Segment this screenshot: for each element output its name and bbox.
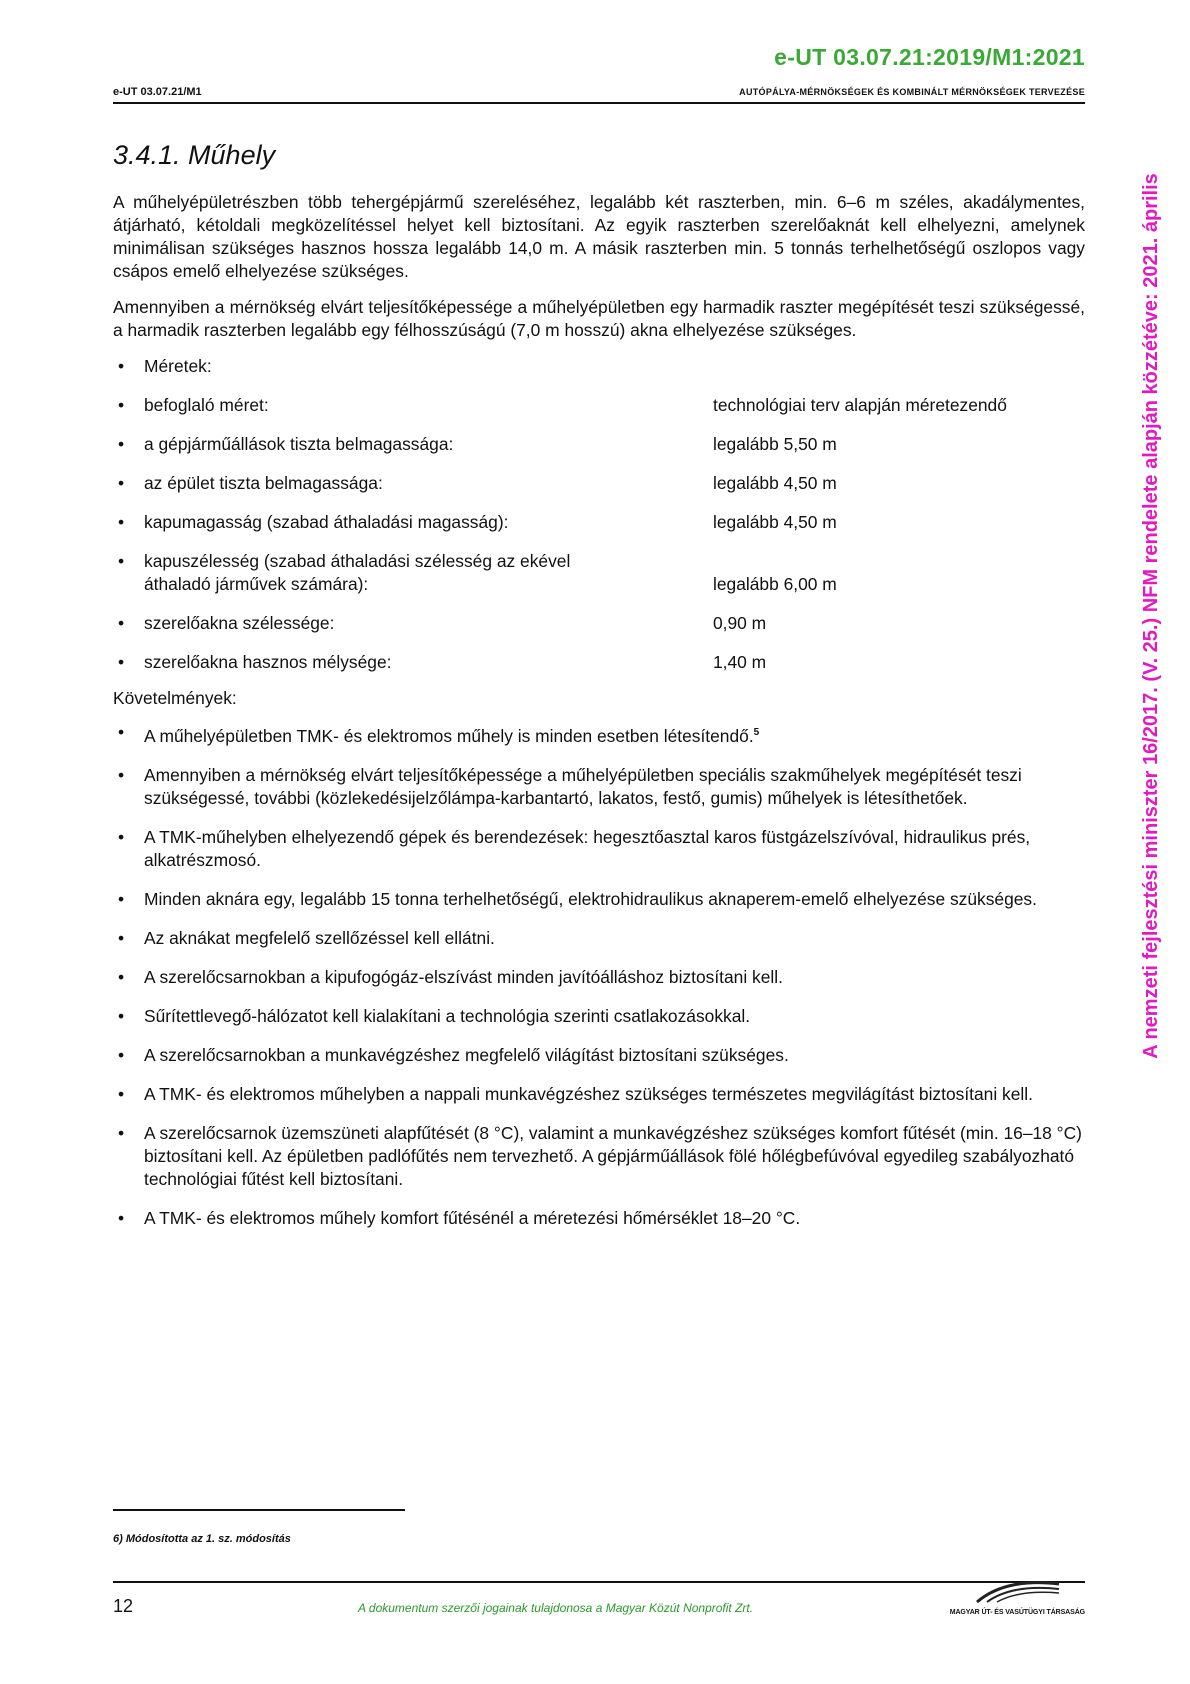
requirements-list <box>113 721 1085 1230</box>
list-item <box>113 764 1085 810</box>
paragraph: A műhelyépületrészben több tehergépjármű szereléséhez, legalább két raszterben, min. 6–6 m széles, akadálymentes, átjárható, kétoldali megközelítéssel helyet kell biztosítani. Az egyik raszterben szerelőaknát kell elhelyezni, amelynek minimálisan szükséges hasznos hossza legalább 14,0 m. A másik raszterben min. 5 tonnás terhelhetőségű oszlopos vagy csápos emelő elhelyezése szükséges. <box>113 192 1085 281</box>
dimension-label: a gépjárműállások tiszta belmagassága: <box>144 434 454 454</box>
footnote-text: 6) Módosította az 1. sz. módosítás <box>113 1533 291 1545</box>
logo-text: MAGYAR ÚT- ÉS VASÚTÜGYI TÁRSASÁG <box>949 1609 1085 1616</box>
dimension-value: 1,40 m <box>713 652 767 672</box>
list-item <box>113 1207 1085 1230</box>
list-item <box>113 550 1085 596</box>
dimension-label: befoglaló méret: <box>144 395 269 415</box>
list-item <box>113 472 1085 495</box>
list-item <box>113 721 1085 748</box>
list-item <box>113 888 1085 911</box>
requirement-text: A szerelőcsarnok üzemszüneti alapfűtését (8 °C), valamint a munkavégzéshez szükséges komfort fűtését (min. 16–18 °C) biztosítani kell. Az épületben padlófűtés nem tervezhető. A gépjárműállások fölé hőlégbefúvóval egyedileg szabályozható technológiai fűtést kell biztosítani. <box>144 1122 1082 1189</box>
list-item <box>113 433 1085 456</box>
copyright-notice: A dokumentum szerzői jogainak tulajdonosa a Magyar Közút Nonprofit Zrt. <box>358 1601 754 1615</box>
section-title: 3.4.1. Műhely <box>113 140 276 170</box>
dimensions-title: Méretek: <box>144 356 212 376</box>
requirements-title: Követelmények: <box>113 688 237 708</box>
page-content <box>113 140 1085 1246</box>
list-item <box>113 394 1085 417</box>
list-item <box>113 966 1085 989</box>
requirement-text: Minden aknára egy, legalább 15 tonna terhelhetőségű, elektrohidraulikus aknaperem-emelő elhelyezése szükséges. <box>144 888 1037 909</box>
requirement-text: A szerelőcsarnokban a munkavégzéshez megfelelő világítást biztosítani szükséges. <box>144 1044 789 1065</box>
dimension-value: 0,90 m <box>713 613 767 633</box>
requirement-text: A szerelőcsarnokban a kipufogógáz-elszívást minden javítóálláshoz biztosítani kell. <box>144 966 783 987</box>
requirement-text: Sűrítettlevegő-hálózatot kell kialakítani a technológia szerinti csatlakozásokkal. <box>144 1005 751 1026</box>
bullet-icon: • <box>118 473 125 493</box>
paragraph: Amennyiben a mérnökség elvárt teljesítőképessége a műhelyépületben egy harmadik raszter megépítését teszi szükségessé, a harmadik raszterben legalább egy félhosszúságú (7,0 m hosszú) akna elhelyezése szükséges. <box>113 297 1085 340</box>
list-item <box>113 651 1085 674</box>
bullet-icon: • <box>118 512 125 532</box>
dimension-label: szerelőakna szélessége: <box>144 613 335 633</box>
dimension-value: legalább 5,50 m <box>713 434 837 454</box>
header-rule <box>113 102 1085 104</box>
list-item <box>113 927 1085 950</box>
header-right-title: AUTÓPÁLYA-MÉRNÖKSÉGEK ÉS KOMBINÁLT MÉRNÖKSÉGEK TERVEZÉSE <box>739 87 1085 97</box>
document-reference: e-UT 03.07.21:2019/M1:2021 <box>774 44 1085 70</box>
dimension-value: legalább 4,50 m <box>713 512 837 532</box>
dimension-label: kapumagasság (szabad áthaladási magasság): <box>144 512 509 532</box>
bullet-icon: • <box>118 764 125 785</box>
footnote-rule <box>113 1509 405 1511</box>
list-item <box>113 1044 1085 1067</box>
header-left-code: e-UT 03.07.21/M1 <box>113 86 202 98</box>
bullet-icon: • <box>118 356 125 376</box>
list-item <box>113 826 1085 872</box>
list-item <box>113 1005 1085 1028</box>
bullet-icon: • <box>118 888 125 909</box>
side-publication-note: A nemzeti fejlesztési miniszter 16/2017. (V. 25.) NFM rendelete alapján közzétéve: 2021. április <box>1140 173 1162 1059</box>
list-item <box>113 1122 1085 1191</box>
dimension-value: legalább 4,50 m <box>713 473 837 493</box>
requirement-text: A TMK-műhelyben elhelyezendő gépek és berendezések: hegesztőasztal karos füstgázelszívóval, hidraulikus prés, alkatrészmosó. <box>144 826 1031 870</box>
requirement-text: Amennyiben a mérnökség elvárt teljesítőképessége a műhelyépületben speciális szakműhelyek megépítését teszi szükségessé, további (közlekedésijelzőlámpa-karbantartó, lakatos, festő, gumis) műhelyek is létesíthetőek. <box>144 764 1022 808</box>
page-number: 12 <box>113 1596 134 1616</box>
list-item <box>113 1083 1085 1106</box>
road-logo-icon <box>973 1578 1063 1604</box>
bullet-icon: • <box>118 1044 125 1065</box>
list-item <box>113 355 1085 378</box>
dimension-value: legalább 6,00 m <box>713 574 837 594</box>
bullet-icon: • <box>118 722 125 742</box>
bullet-icon: • <box>118 1122 125 1143</box>
requirement-text: A műhelyépületben TMK- és elektromos műhely is minden esetben létesítendő. <box>144 725 754 746</box>
list-item <box>113 511 1085 534</box>
dimension-label: kapuszélesség (szabad áthaladási szélesség az ekével áthaladó járművek számára): <box>144 551 571 594</box>
bullet-icon: • <box>118 434 125 454</box>
bullet-icon: • <box>118 826 125 847</box>
dimensions-list <box>113 355 1085 674</box>
requirement-text: A TMK- és elektromos műhely komfort fűtésénél a méretezési hőmérséklet 18–20 °C. <box>144 1207 801 1228</box>
bullet-icon: • <box>118 1083 125 1104</box>
bullet-icon: • <box>118 927 125 948</box>
requirement-text: A TMK- és elektromos műhelyben a nappali munkavégzéshez szükséges természetes megvilágítást biztosítani kell. <box>144 1083 1033 1104</box>
publisher-logo <box>935 1578 1085 1616</box>
requirement-text: Az aknákat megfelelő szellőzéssel kell ellátni. <box>144 927 495 948</box>
dimension-label: szerelőakna hasznos mélysége: <box>144 652 392 672</box>
bullet-icon: • <box>118 1207 125 1228</box>
list-item <box>113 612 1085 635</box>
bullet-icon: • <box>118 613 125 633</box>
bullet-icon: • <box>118 1005 125 1026</box>
dimension-value: technológiai terv alapján méretezendő <box>713 395 1007 415</box>
dimension-label: az épület tiszta belmagassága: <box>144 473 383 493</box>
bullet-icon: • <box>118 551 125 571</box>
footnote-reference[interactable]: 5 <box>753 727 760 738</box>
bullet-icon: • <box>118 966 125 987</box>
bullet-icon: • <box>118 395 125 415</box>
bullet-icon: • <box>118 652 125 672</box>
